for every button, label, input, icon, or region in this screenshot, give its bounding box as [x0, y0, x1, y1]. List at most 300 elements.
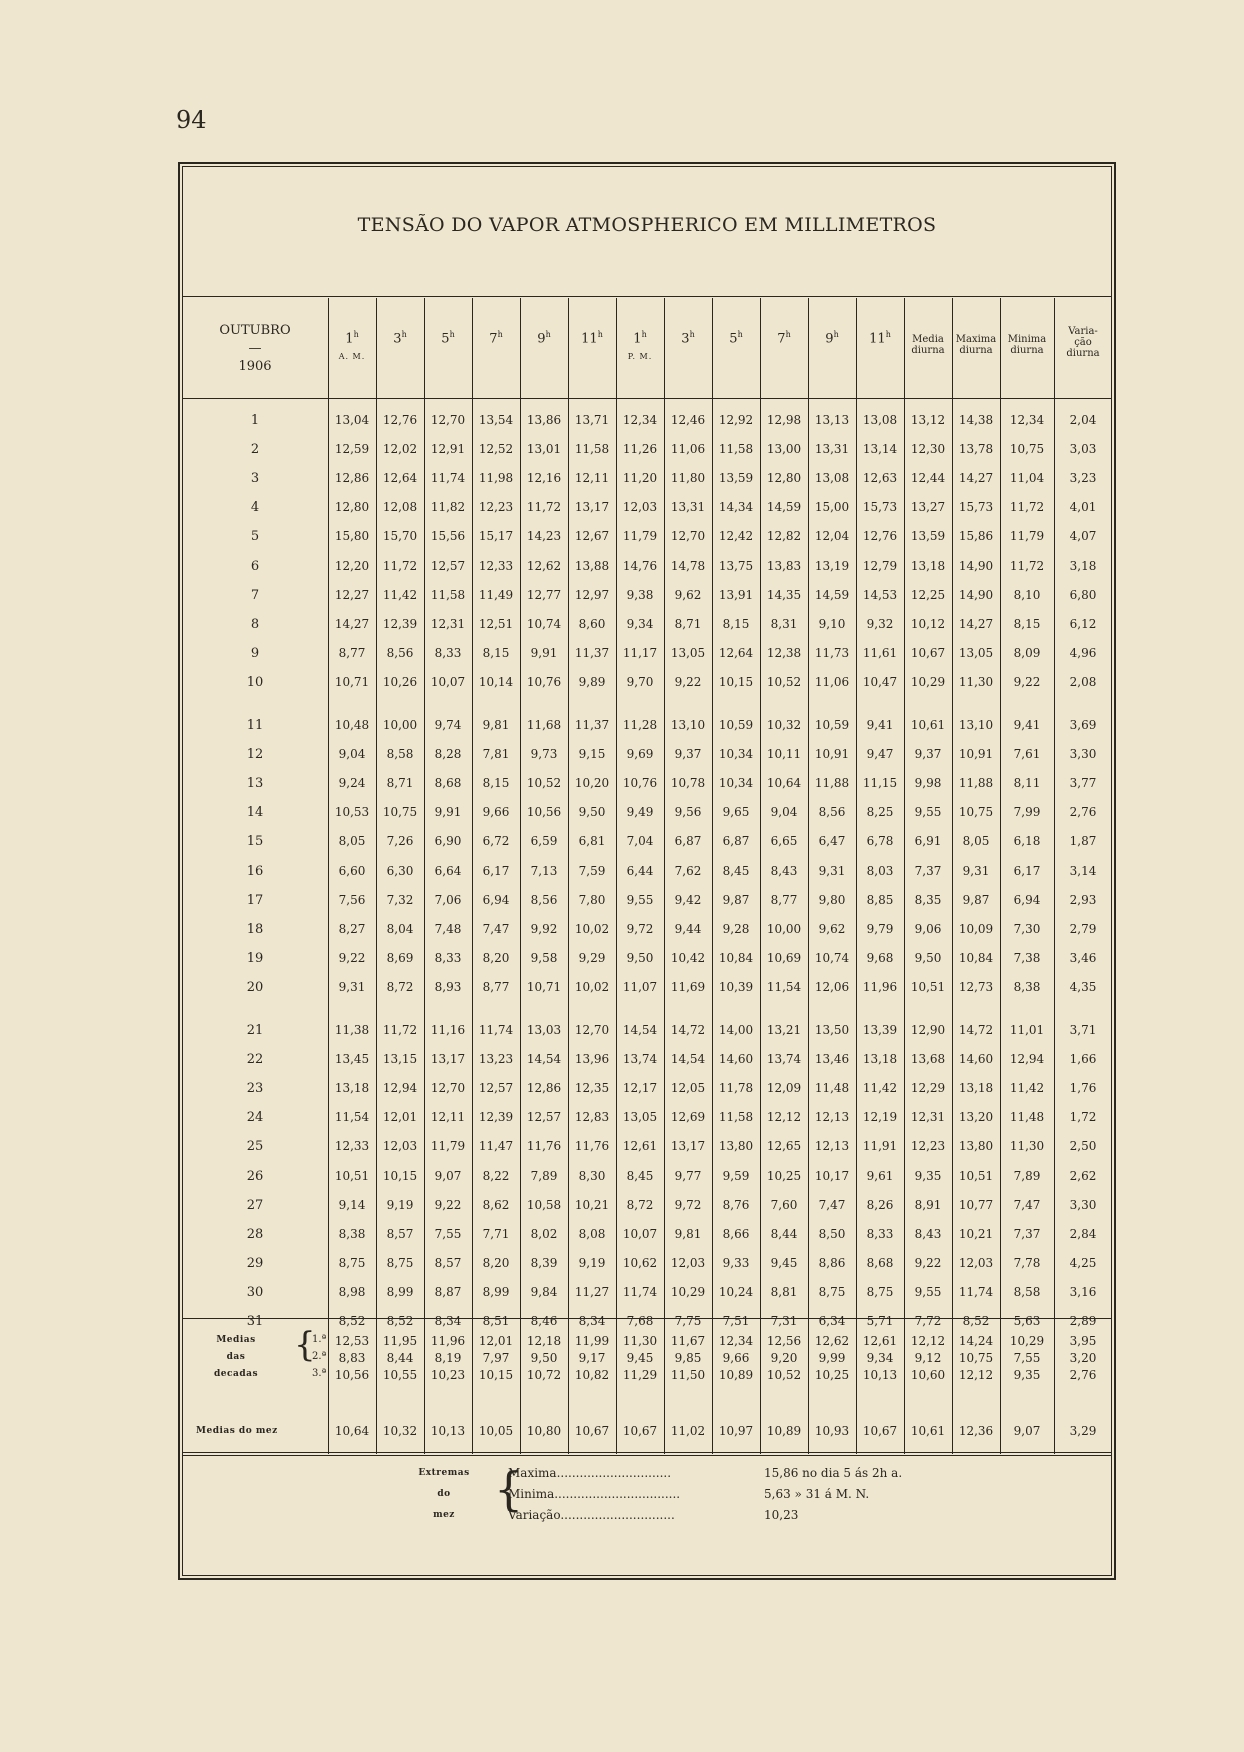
- table-cell: 13,71: [574, 413, 610, 427]
- page-number: 94: [176, 106, 207, 134]
- table-cell: 10,71: [334, 674, 370, 689]
- table-cell: 12,64: [718, 645, 754, 660]
- table-cell: 8,38: [1013, 979, 1041, 994]
- table-cell: 14,72: [958, 1023, 994, 1037]
- table-cell: 8,33: [434, 950, 462, 965]
- table-cell: 10,13: [430, 1424, 466, 1438]
- table-cell: 10,42: [670, 950, 706, 965]
- table-cell: 11,37: [574, 645, 610, 660]
- table-cell: 12,57: [430, 558, 466, 573]
- table-cell: 9,22: [914, 1255, 942, 1270]
- table-cell: 8,83: [338, 1351, 366, 1365]
- table-cell: 14,90: [958, 587, 994, 602]
- table-cell: 10,89: [718, 1368, 754, 1382]
- day-label: 30: [246, 1284, 264, 1300]
- table-cell: 6,18: [1013, 834, 1041, 849]
- table-cell: 10,91: [958, 747, 994, 762]
- table-cell: 11,95: [382, 1334, 418, 1348]
- table-cell: 8,04: [386, 921, 414, 936]
- table-cell: 11,48: [814, 1081, 850, 1096]
- table-cell: 13,18: [910, 558, 946, 573]
- table-cell: 12,57: [526, 1110, 562, 1125]
- table-cell: 12,03: [670, 1255, 706, 1270]
- table-cell: 9,34: [626, 616, 654, 631]
- table-cell: 12,90: [910, 1023, 946, 1037]
- table-cell: 10,11: [766, 747, 802, 762]
- table-cell: 8,43: [770, 863, 798, 878]
- table-cell: 11,30: [622, 1334, 658, 1348]
- table-cell: 3,71: [1069, 1023, 1097, 1037]
- table-cell: 8,56: [818, 805, 846, 820]
- table-cell: 12,23: [478, 500, 514, 515]
- table-cell: 9,50: [530, 1351, 558, 1365]
- hour-value: 3: [681, 331, 690, 347]
- table-cell: 9,85: [674, 1351, 702, 1365]
- table-cell: 7,80: [578, 892, 606, 907]
- decade-number: 1.ª: [312, 1334, 327, 1345]
- header-line: diurna: [911, 345, 945, 356]
- table-cell: 12,12: [766, 1110, 802, 1125]
- table-cell: 11,27: [574, 1284, 610, 1299]
- table-cell: 13,18: [334, 1081, 370, 1096]
- table-cell: 11,72: [1009, 500, 1045, 515]
- table-cell: 7,61: [1013, 747, 1041, 762]
- table-cell: 9,45: [770, 1255, 798, 1270]
- table-cell: 9,87: [722, 892, 750, 907]
- table-cell: 6,72: [482, 834, 510, 849]
- table-cell: 10,58: [526, 1197, 562, 1212]
- table-cell: 6,17: [482, 863, 510, 878]
- table-cell: 10,78: [670, 776, 706, 791]
- table-cell: 11,54: [766, 979, 802, 994]
- table-cell: 10,97: [718, 1424, 754, 1438]
- extremes-caption: Extremas: [418, 1468, 470, 1478]
- table-cell: 10,56: [334, 1368, 370, 1382]
- table-cell: 9,29: [578, 950, 606, 965]
- hour-header: [664, 330, 712, 346]
- hour-suffix: h: [401, 330, 407, 339]
- hour-value: 1: [633, 331, 642, 347]
- table-cell: 9,72: [626, 921, 654, 936]
- table-cell: 10,39: [718, 979, 754, 994]
- table-cell: 12,31: [910, 1110, 946, 1125]
- table-cell: 12,23: [910, 1139, 946, 1154]
- table-cell: 15,70: [382, 529, 418, 544]
- table-cell: 1,66: [1069, 1052, 1097, 1067]
- table-cell: 13,88: [574, 558, 610, 573]
- table-cell: 8,56: [386, 645, 414, 660]
- table-cell: 6,47: [818, 834, 846, 849]
- table-cell: 7,59: [578, 863, 606, 878]
- table-cell: 12,42: [718, 529, 754, 544]
- table-cell: 10,14: [478, 674, 514, 689]
- table-cell: 11,58: [718, 442, 754, 457]
- table-cell: 8,15: [722, 616, 750, 631]
- table-cell: 10,69: [766, 950, 802, 965]
- table-cell: 9,59: [722, 1168, 750, 1183]
- horizontal-rule: [182, 1452, 1112, 1453]
- table-cell: 3,03: [1069, 442, 1097, 457]
- table-cell: 1,76: [1069, 1081, 1097, 1096]
- table-cell: 10,34: [718, 747, 754, 762]
- table-cell: 14,23: [526, 529, 562, 544]
- table-cell: 8,22: [482, 1168, 510, 1183]
- table-cell: 7,37: [914, 863, 942, 878]
- table-cell: 10,25: [814, 1368, 850, 1382]
- table-cell: 10,72: [526, 1368, 562, 1382]
- hour-suffix: h: [641, 330, 647, 339]
- table-cell: 3,23: [1069, 471, 1097, 486]
- table-cell: 10,75: [958, 805, 994, 820]
- table-cell: 8,76: [722, 1197, 750, 1212]
- table-cell: 9,62: [674, 587, 702, 602]
- table-cell: 9,70: [626, 674, 654, 689]
- table-cell: 8,08: [578, 1226, 606, 1241]
- table-cell: 12,65: [766, 1139, 802, 1154]
- decade-caption: decadas: [213, 1369, 259, 1379]
- table-cell: 10,32: [382, 1424, 418, 1438]
- table-cell: 8,98: [338, 1284, 366, 1299]
- table-cell: 14,78: [670, 558, 706, 573]
- table-cell: 12,69: [670, 1110, 706, 1125]
- table-cell: 10,80: [526, 1424, 562, 1438]
- table-cell: 11,28: [622, 718, 658, 732]
- table-cell: 12,59: [334, 442, 370, 457]
- table-cell: 12,53: [334, 1334, 370, 1348]
- table-cell: 11,06: [670, 442, 706, 457]
- table-cell: 10,00: [766, 921, 802, 936]
- decade-caption: Medias: [216, 1335, 256, 1345]
- table-cell: 10,67: [574, 1424, 610, 1438]
- table-cell: 8,39: [530, 1255, 558, 1270]
- table-cell: 10,12: [910, 616, 946, 631]
- table-cell: 7,32: [386, 892, 414, 907]
- table-cell: 8,38: [338, 1226, 366, 1241]
- table-cell: 8,72: [626, 1197, 654, 1212]
- table-cell: 11,54: [334, 1110, 370, 1125]
- table-cell: 14,59: [766, 500, 802, 515]
- table-cell: 11,50: [670, 1368, 706, 1382]
- table-cell: 12,33: [478, 558, 514, 573]
- table-cell: 12,39: [478, 1110, 514, 1125]
- table-cell: 11,30: [1009, 1139, 1045, 1154]
- table-cell: 12,16: [526, 471, 562, 486]
- table-cell: 7,78: [1013, 1255, 1041, 1270]
- pm-label: P. M.: [627, 352, 653, 362]
- table-cell: 10,84: [718, 950, 754, 965]
- table-cell: 9,69: [626, 747, 654, 762]
- day-label: 8: [250, 616, 260, 632]
- extremes-caption: do: [437, 1489, 451, 1499]
- table-cell: 11,88: [958, 776, 994, 791]
- table-cell: 12,97: [574, 587, 610, 602]
- hour-value: 5: [441, 331, 450, 347]
- table-cell: 11,42: [862, 1081, 898, 1096]
- table-cell: 10,52: [766, 674, 802, 689]
- table-cell: 12,39: [382, 616, 418, 631]
- table-cell: 10,56: [526, 805, 562, 820]
- table-cell: 7,48: [434, 921, 462, 936]
- table-cell: 9,91: [530, 645, 558, 660]
- table-cell: 9,38: [626, 587, 654, 602]
- table-cell: 12,05: [670, 1081, 706, 1096]
- table-cell: 8,28: [434, 747, 462, 762]
- table-cell: 9,04: [338, 747, 366, 762]
- table-cell: 2,50: [1069, 1139, 1097, 1154]
- table-cell: 10,59: [814, 718, 850, 732]
- day-label: 29: [246, 1255, 264, 1271]
- day-label: 15: [246, 834, 264, 850]
- hour-header: [808, 330, 856, 346]
- hour-suffix: h: [497, 330, 503, 339]
- hour-header: [472, 330, 520, 346]
- table-cell: 13,86: [526, 413, 562, 427]
- table-cell: 11,02: [670, 1424, 706, 1438]
- table-cell: 10,21: [574, 1197, 610, 1212]
- table-cell: 10,29: [670, 1284, 706, 1299]
- day-label: 5: [250, 529, 260, 545]
- hour-header: [616, 330, 664, 361]
- day-label: 26: [246, 1168, 264, 1184]
- table-cell: 11,29: [622, 1368, 658, 1382]
- table-cell: 12,56: [766, 1334, 802, 1348]
- table-cell: 10,29: [1009, 1334, 1045, 1348]
- table-cell: 2,79: [1069, 921, 1097, 936]
- table-cell: 12,70: [430, 1081, 466, 1096]
- table-cell: 15,73: [958, 500, 994, 515]
- day-label: 25: [246, 1139, 264, 1155]
- day-label: 20: [246, 979, 264, 995]
- table-cell: 12,12: [910, 1334, 946, 1348]
- table-cell: 9,31: [818, 863, 846, 878]
- table-cell: 7,38: [1013, 950, 1041, 965]
- table-cell: 12,03: [958, 1255, 994, 1270]
- table-cell: 14,54: [526, 1052, 562, 1067]
- table-cell: 8,56: [530, 892, 558, 907]
- hour-value: 9: [825, 331, 834, 347]
- table-cell: 13,05: [670, 645, 706, 660]
- table-cell: 9,37: [914, 747, 942, 762]
- table-cell: 8,44: [770, 1226, 798, 1241]
- hour-header: [712, 330, 760, 346]
- table-cell: 12,52: [478, 442, 514, 457]
- table-cell: 9,81: [674, 1226, 702, 1241]
- table-cell: 11,72: [1009, 558, 1045, 573]
- table-cell: 6,80: [1069, 587, 1097, 602]
- table-cell: 13,91: [718, 587, 754, 602]
- table-cell: 13,17: [670, 1139, 706, 1154]
- table-cell: 13,23: [478, 1052, 514, 1067]
- table-cell: 12,38: [766, 645, 802, 660]
- table-cell: 6,64: [434, 863, 462, 878]
- table-cell: 10,20: [574, 776, 610, 791]
- day-label: 31: [246, 1314, 264, 1329]
- table-cell: 7,51: [722, 1314, 750, 1328]
- table-cell: 12,94: [1009, 1052, 1045, 1067]
- table-cell: 8,44: [386, 1351, 414, 1365]
- table-cell: 11,91: [862, 1139, 898, 1154]
- table-cell: 12,06: [814, 979, 850, 994]
- extremes-caption: mez: [433, 1510, 455, 1520]
- table-cell: 7,75: [674, 1314, 702, 1328]
- table-cell: 12,67: [574, 529, 610, 544]
- table-cell: 10,64: [766, 776, 802, 791]
- table-cell: 11,82: [430, 500, 466, 515]
- table-cell: 9,35: [914, 1168, 942, 1183]
- table-cell: 4,01: [1069, 500, 1097, 515]
- table-cell: 2,93: [1069, 892, 1097, 907]
- table-cell: 12,34: [718, 1334, 754, 1348]
- table-cell: 8,30: [578, 1168, 606, 1183]
- table-cell: 12,01: [382, 1110, 418, 1125]
- table-cell: 9,04: [770, 805, 798, 820]
- table-cell: 9,35: [1013, 1368, 1041, 1382]
- table-cell: 9,49: [626, 805, 654, 820]
- table-cell: 11,99: [574, 1334, 610, 1348]
- table-cell: 11,49: [478, 587, 514, 602]
- hour-header: [856, 330, 904, 346]
- hour-suffix: h: [597, 330, 603, 339]
- table-cell: 5,71: [866, 1314, 894, 1328]
- table-cell: 11,61: [862, 645, 898, 660]
- table-cell: 13,74: [622, 1052, 658, 1067]
- table-cell: 11,16: [430, 1023, 466, 1037]
- table-cell: 8,26: [866, 1197, 894, 1212]
- table-cell: 13,80: [958, 1139, 994, 1154]
- table-cell: 12,29: [910, 1081, 946, 1096]
- table-cell: 8,05: [962, 834, 990, 849]
- table-cell: 12,34: [622, 413, 658, 427]
- table-cell: 8,66: [722, 1226, 750, 1241]
- header-line: Minima: [1007, 334, 1047, 345]
- hour-value: 9: [537, 331, 546, 347]
- header-line: diurna: [959, 345, 993, 356]
- table-cell: 10,75: [382, 805, 418, 820]
- table-cell: 10,74: [814, 950, 850, 965]
- header-month: [182, 322, 328, 376]
- day-label: 3: [250, 471, 260, 487]
- table-cell: 10,74: [526, 616, 562, 631]
- table-cell: 9,07: [434, 1168, 462, 1183]
- table-cell: 4,07: [1069, 529, 1097, 544]
- month-label: OUTUBRO: [219, 323, 291, 338]
- hour-header: [520, 330, 568, 346]
- table-cell: 11,26: [622, 442, 658, 457]
- table-cell: 9,20: [770, 1351, 798, 1365]
- table-cell: 8,57: [386, 1226, 414, 1241]
- table-cell: 9,22: [434, 1197, 462, 1212]
- table-cell: 10,52: [526, 776, 562, 791]
- table-cell: 13,75: [718, 558, 754, 573]
- table-cell: 8,03: [866, 863, 894, 878]
- table-cell: 12,11: [430, 1110, 466, 1125]
- table-cell: 7,37: [1013, 1226, 1041, 1241]
- table-cell: 12,11: [574, 471, 610, 486]
- table-cell: 13,39: [862, 1023, 898, 1037]
- table-cell: 11,96: [862, 979, 898, 994]
- table-cell: 10,61: [910, 1424, 946, 1438]
- table-cell: 9,81: [482, 718, 510, 732]
- table-cell: 14,27: [334, 616, 370, 631]
- table-cell: 12,70: [670, 529, 706, 544]
- table-cell: 10,75: [958, 1351, 994, 1365]
- day-label: 28: [246, 1226, 264, 1242]
- table-cell: 12,04: [814, 529, 850, 544]
- table-cell: 11,17: [622, 645, 658, 660]
- table-cell: 12,80: [766, 471, 802, 486]
- table-cell: 9,74: [434, 718, 462, 732]
- table-cell: 3,29: [1069, 1424, 1097, 1438]
- table-cell: 8,62: [482, 1197, 510, 1212]
- table-cell: 10,07: [430, 674, 466, 689]
- table-cell: 9,12: [914, 1351, 942, 1365]
- table-cell: 6,90: [434, 834, 462, 849]
- day-label: 1: [250, 413, 260, 428]
- table-cell: 14,72: [670, 1023, 706, 1037]
- table-cell: 9,99: [818, 1351, 846, 1365]
- header-line: Varia-: [1068, 326, 1098, 337]
- table-cell: 9,50: [578, 805, 606, 820]
- decade-caption: das: [226, 1352, 246, 1362]
- table-cell: 8,58: [1013, 1284, 1041, 1299]
- day-label: 14: [246, 805, 264, 821]
- table-cell: 8,34: [434, 1314, 462, 1328]
- hour-suffix: h: [785, 330, 791, 339]
- table-cell: 11,78: [718, 1081, 754, 1096]
- maxima-diurna-header: [952, 334, 1000, 356]
- table-cell: 7,89: [530, 1168, 558, 1183]
- table-cell: 7,68: [626, 1314, 654, 1328]
- table-cell: 10,17: [814, 1168, 850, 1183]
- table-cell: 8,86: [818, 1255, 846, 1270]
- table-cell: 12,09: [766, 1081, 802, 1096]
- table-cell: 10,09: [958, 921, 994, 936]
- table-cell: 10,26: [382, 674, 418, 689]
- table-cell: 11,74: [478, 1023, 514, 1037]
- table-cell: 10,51: [958, 1168, 994, 1183]
- table-cell: 9,79: [866, 921, 894, 936]
- table-cell: 10,52: [766, 1368, 802, 1382]
- table-cell: 10,48: [334, 718, 370, 732]
- extremes-value: 10,23: [764, 1508, 799, 1522]
- table-cell: 11,79: [1009, 529, 1045, 544]
- table-cell: 11,68: [526, 718, 562, 732]
- table-cell: 6,78: [866, 834, 894, 849]
- table-cell: 14,27: [958, 471, 994, 486]
- day-label: 16: [246, 863, 264, 879]
- table-cell: 12,12: [958, 1368, 994, 1382]
- table-cell: 12,73: [958, 979, 994, 994]
- table-cell: 14,00: [718, 1023, 754, 1037]
- table-cell: 6,94: [1013, 892, 1041, 907]
- hour-header: [424, 330, 472, 346]
- day-label: 9: [250, 645, 260, 661]
- day-label: 11: [246, 718, 264, 733]
- table-cell: 6,34: [818, 1314, 846, 1328]
- table-cell: 8,71: [386, 776, 414, 791]
- table-cell: 8,15: [482, 645, 510, 660]
- table-cell: 8,75: [866, 1284, 894, 1299]
- table-cell: 10,67: [862, 1424, 898, 1438]
- table-cell: 12,94: [382, 1081, 418, 1096]
- table-cell: 9,14: [338, 1197, 366, 1212]
- day-label: 12: [246, 747, 264, 763]
- table-cell: 12,76: [862, 529, 898, 544]
- table-cell: 11,47: [478, 1139, 514, 1154]
- table-cell: 10,51: [334, 1168, 370, 1183]
- table-cell: 9,55: [914, 805, 942, 820]
- table-cell: 8,15: [482, 776, 510, 791]
